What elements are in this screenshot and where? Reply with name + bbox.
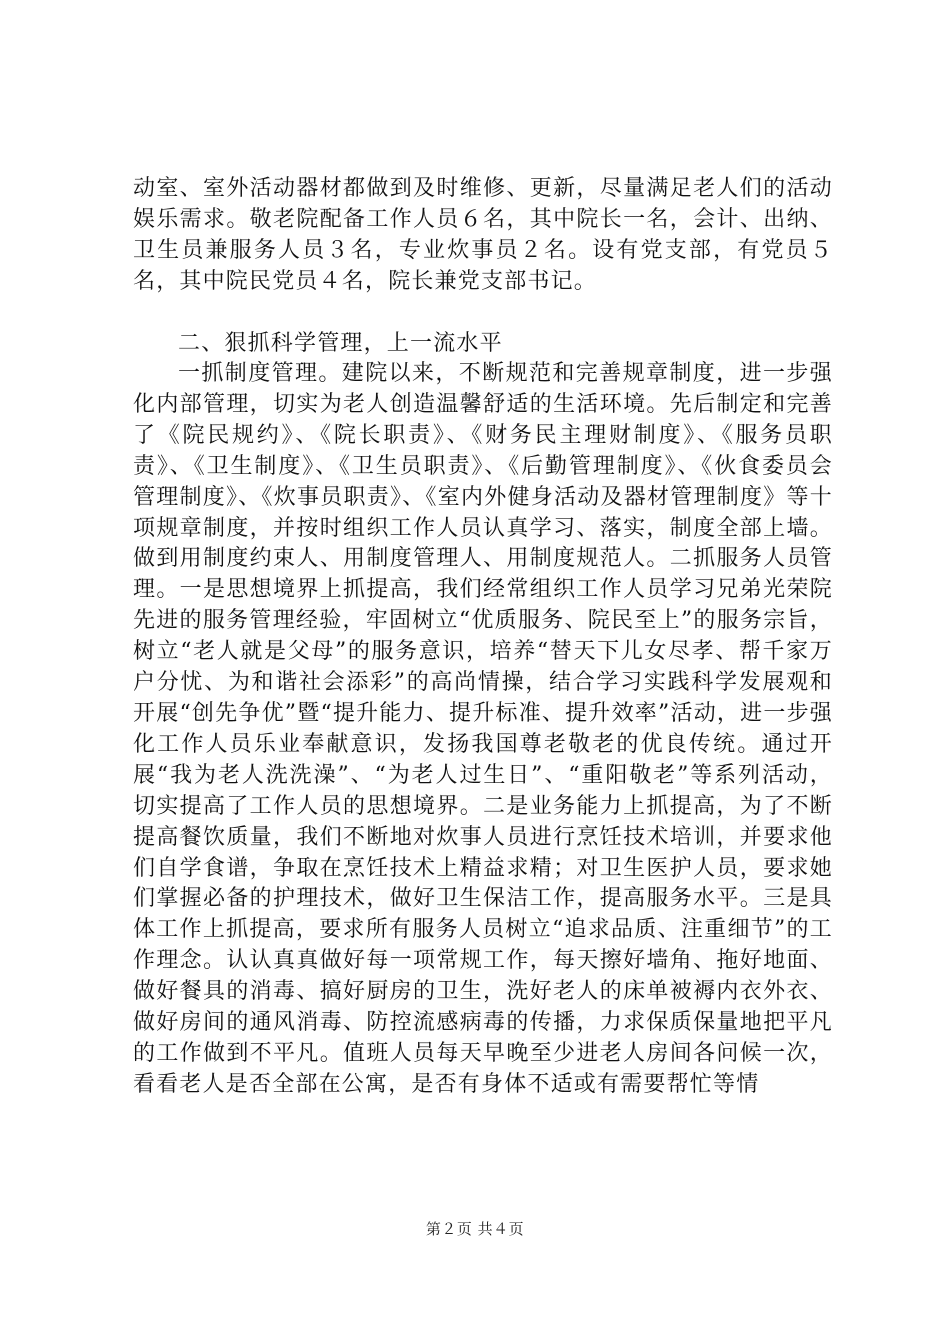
page-number-footer: 第２页 共４页 bbox=[425, 1220, 525, 1238]
section-heading: 二、狠抓科学管理，上一流水平 bbox=[178, 331, 503, 356]
paragraph-management: 一抓制度管理。建院以来，不断规范和完善规章制度，进一步强化内部管理，切实为老人创造温馨舒适的生活环境。先后制定和完善了《院民规约》、《院长职责》、《财务民主理财制度》、《服务员职责》、《卫生制度》、《卫生员职责》、《后勤管理制度》、《伙食委员会管理制度》、《炊事员职责》、《室内外健身活动及器材管理制度》等十项规章制度，并按时组织工作人员认真学习、落实，制度全部上墙。做到用制度约束人、用制度管理人、用制度规范人。二抓服务人员管理。一是思想境界上抓提高，我们经常组织工作人员学习兄弟光荣院先进的服务管理经验，牢固树立“优质服务、院民至上”的服务宗旨，树立“老人就是父母”的服务意识，培养“替天下儿女尽孝、帮千家万户分忧、为和谐社会添彩”的高尚情操，结合学习实践科学发展观和开展“创先争优”暨“提升能力、提升标准、提升效率”活动，进一步强化工作人员乐业奉献意识，发扬我国尊老敬老的优良传统。通过开展“我为老人洗洗澡”、“为老人过生日”、“重阳敬老”等系列活动，切实提高了工作人员的思想境界。二是业务能力上抓提高，为了不断提高餐饮质量，我们不断地对炊事人员进行烹饪技术培训，并要求他们自学食谱，争取在烹饪技术上精益求精；对卫生医护人员，要求她们掌握必备的护理技术，做好卫生保洁工作，提高服务水平。三是具体工作上抓提高，要求所有服务人员树立“追求品质、注重细节”的工作理念。认认真真做好每一项常规工作，每天擦好墙角、拖好地面、做好餐具的消毒、搞好厨房的卫生，洗好老人的床单被褥内衣外衣、做好房间的通风消毒、防控流感病毒的传播，力求保质保量地把平凡的工作做到不平凡。值班人员每天早晚至少进老人房间各问候一次，看看老人是否全部在公寓，是否有身体不适或有需要帮忙等情 bbox=[133, 361, 833, 1097]
paragraph-staffing: 动室、室外活动器材都做到及时维修、更新，尽量满足老人们的活动娱乐需求。敬老院配备工作人员６名，其中院长一名，会计、出纳、卫生员兼服务人员３名，专业炊事员２名。设有党支部，有党员５名，其中院民党员４名，院长兼党支部书记。 bbox=[133, 176, 833, 294]
